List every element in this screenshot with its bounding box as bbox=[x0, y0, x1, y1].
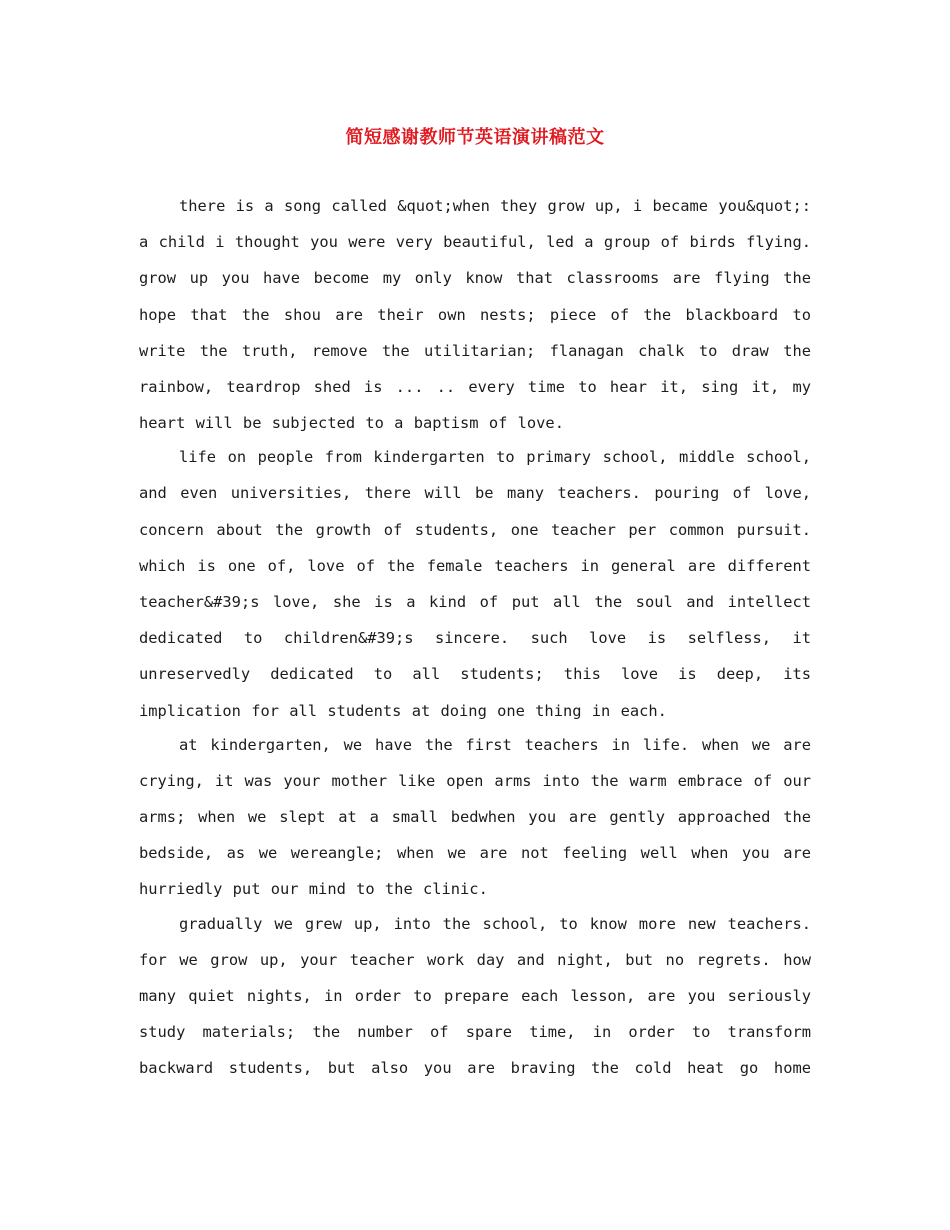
document-title: 简短感谢教师节英语演讲稿范文 bbox=[345, 127, 605, 148]
paragraph: life on people from kindergarten to primary school, middle school, and even universities, there will be many teachers. pouring of love, concern about the growth of students, one teacher per common pursuit. which is one of, love of the female teachers in general are different teacher&#39;s love, she is a kind of put all the soul and intellect dedicated to children&#39;s sincere. such love is selfless, it unreservedly dedicated to all students; this love is deep, its implication for all students at doing one thing in each. bbox=[139, 448, 811, 720]
paragraph: gradually we grew up, into the school, to know more new teachers. for we grow up, your teacher work day and night, but no regrets. how many quiet nights, in order to prepare each lesson, are you seriously study materials; the number of spare time, in order to transform backward students, but also you are braving the cold heat go home bbox=[139, 914, 811, 1078]
paragraph: there is a song called &quot;when they grow up, i became you&quot;: a child i thought you were very beautiful, led a group of birds flying. grow up you have become my only know that classrooms are flying the hope that the shou are their own nests; piece of the blackboard to write the truth, remove the utilitarian; flanagan chalk to draw the rainbow, teardrop shed is ... .. every time to hear it, sing it, my heart will be subjected to a baptism of love. bbox=[139, 197, 811, 433]
document-body bbox=[139, 188, 811, 1084]
paragraph: at kindergarten, we have the first teachers in life. when we are crying, it was your mother like open arms into the warm embrace of our arms; when we slept at a small bedwhen you are gently approached the bedside, as we wereangle; when we are not feeling well when you are hurriedly put our mind to the clinic. bbox=[139, 735, 811, 899]
